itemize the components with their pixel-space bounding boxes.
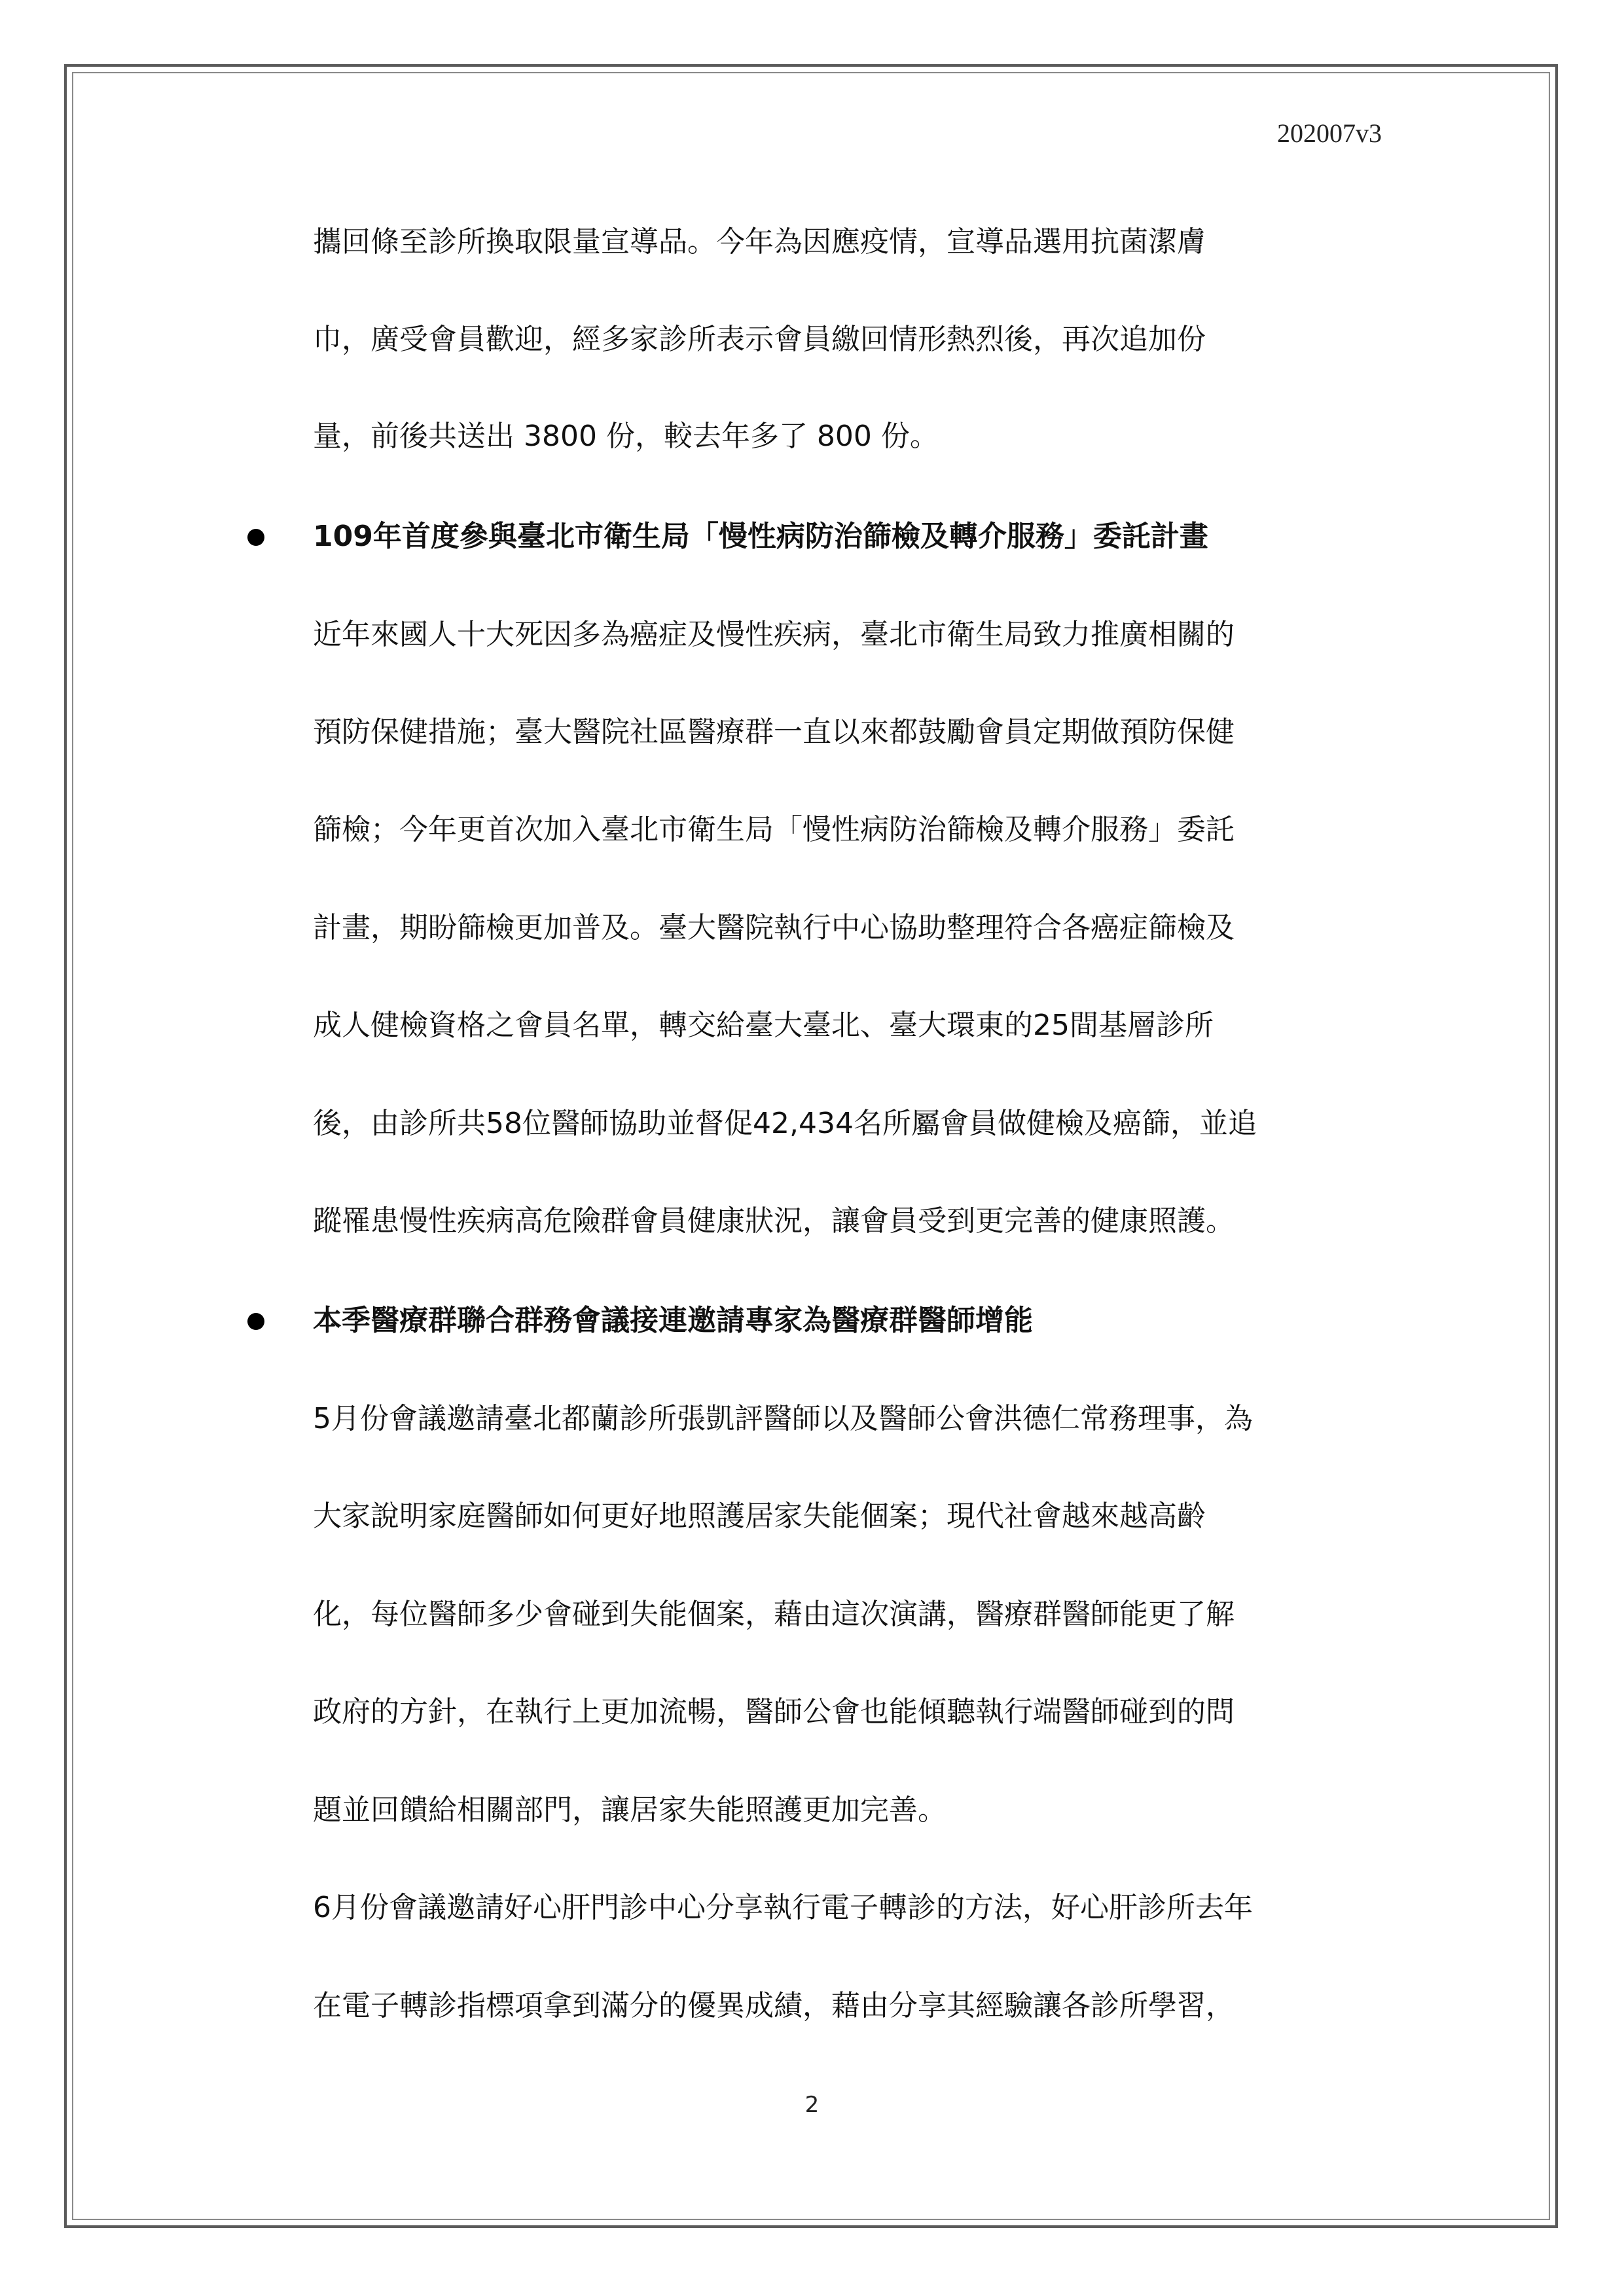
paragraph-line: 篩檢；今年更首次加入臺北市衛生局「慢性病防治篩檢及轉介服務」委託 <box>313 813 1235 846</box>
paragraph-line: 在電子轉診指標項拿到滿分的優異成績，藉由分享其經驗讓各診所學習， <box>313 1989 1235 2022</box>
paragraph-line: 大家說明家庭醫師如何更好地照護居家失能個案；現代社會越來越高齡 <box>313 1499 1206 1533</box>
intro-line: 巾，廣受會員歡迎，經多家診所表示會員繳回情形熱烈後，再次追加份 <box>313 323 1206 356</box>
bullet-icon <box>247 1313 264 1330</box>
bullet-icon <box>247 529 264 546</box>
section-heading: 本季醫療群聯合群務會議接連邀請專家為醫療群醫師增能 <box>313 1304 1033 1337</box>
paragraph-line: 題並回饋給相關部門，讓居家失能照護更加完善。 <box>313 1793 947 1827</box>
page-number: 2 <box>804 2092 820 2118</box>
paragraph-line: 5月份會議邀請臺北都蘭診所張凱評醫師以及醫師公會洪德仁常務理事，為 <box>313 1402 1253 1435</box>
paragraph-line: 後，由診所共58位醫師協助並督促42,434名所屬會員做健檢及癌篩，並追 <box>313 1107 1257 1140</box>
paragraph-line: 政府的方針，在執行上更加流暢，醫師公會也能傾聽執行端醫師碰到的問 <box>313 1695 1235 1729</box>
paragraph-line: 化，每位醫師多少會碰到失能個案，藉由這次演講，醫療群醫師能更了解 <box>313 1598 1235 1631</box>
paragraph-line: 近年來國人十大死因多為癌症及慢性疾病，臺北市衛生局致力推廣相關的 <box>313 618 1235 651</box>
section-heading: 109年首度參與臺北市衛生局「慢性病防治篩檢及轉介服務」委託計畫 <box>313 520 1208 553</box>
intro-line: 攜回條至診所換取限量宣導品。今年為因應疫情，宣導品選用抗菌潔膚 <box>313 225 1206 259</box>
paragraph-line: 6月份會議邀請好心肝門診中心分享執行電子轉診的方法，好心肝診所去年 <box>313 1891 1253 1924</box>
paragraph-line: 計畫，期盼篩檢更加普及。臺大醫院執行中心協助整理符合各癌症篩檢及 <box>313 911 1235 944</box>
intro-line: 量，前後共送出 3800 份，較去年多了 800 份。 <box>313 420 939 453</box>
paragraph-line: 蹤罹患慢性疾病高危險群會員健康狀況，讓會員受到更完善的健康照護。 <box>313 1204 1235 1238</box>
paragraph-line: 成人健檢資格之會員名單，轉交給臺大臺北、臺大環東的25間基層診所 <box>313 1009 1214 1042</box>
document-version: 202007v3 <box>1277 118 1382 148</box>
paragraph-line: 預防保健措施；臺大醫院社區醫療群一直以來都鼓勵會員定期做預防保健 <box>313 715 1235 749</box>
